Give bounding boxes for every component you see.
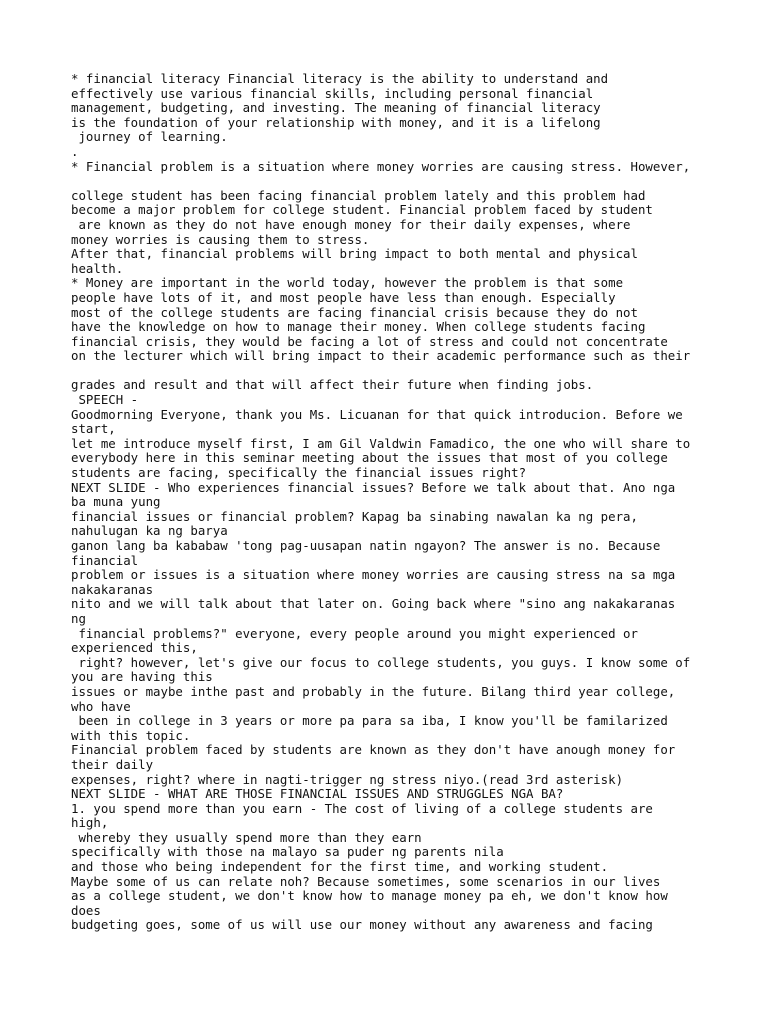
text-line: SPEECH - — [71, 392, 139, 408]
text-line: * financial literacy Financial literacy is the ability to understand and — [71, 71, 609, 86]
text-line: financial problems?" everyone, every people around you might experienced or — [71, 625, 638, 641]
text-line: NEXT SLIDE - WHAT ARE THOSE FINANCIAL ISSUES AND STRUGGLES NGA BA? — [71, 786, 564, 802]
text-line: been in college in 3 years or more pa para sa iba, I know you'll be familarized — [71, 713, 668, 729]
text-line: right? however, let's give our focus to college students, you guys. I know some of — [71, 654, 691, 670]
text-line: ng — [71, 610, 86, 626]
text-line: on the lecturer which will bring impact to their academic performance such as their — [71, 348, 691, 364]
text-line: and those who being independent for the first time, and working student. — [71, 859, 609, 875]
text-line: 1. you spend more than you earn - The cost of living of a college students are — [71, 800, 653, 816]
text-line: people have lots of it, and most people have less than enough. Especially — [71, 289, 616, 305]
text-line: everybody here in this seminar meeting about the issues that most of you college — [71, 450, 668, 466]
text-line: Financial problem faced by students are known as they don't have anough money for — [71, 742, 676, 758]
text-line: experienced this, — [71, 640, 198, 656]
text-line: whereby they usually spend more than they earn — [71, 829, 422, 845]
text-line: NEXT SLIDE - Who experiences financial issues? Before we talk about that. Ano nga — [71, 479, 676, 495]
text-line — [71, 364, 751, 379]
text-line: management, budgeting, and investing. The meaning of financial literacy — [71, 100, 601, 116]
text-line: as a college student, we don't know how to manage money pa eh, we don't know how — [71, 888, 668, 904]
text-line: become a major problem for college student. Financial problem faced by student — [71, 202, 653, 218]
text-line: expenses, right? where in nagti-trigger ng stress niyo.(read 3rd asterisk) — [71, 771, 624, 787]
text-line: students are facing, specifically the financial issues right? — [71, 465, 527, 481]
text-line: health. — [71, 260, 124, 276]
text-line: with this topic. — [71, 727, 191, 743]
text-line: start, — [71, 421, 116, 437]
text-line: let me introduce myself first, I am Gil Valdwin Famadico, the one who will share to — [71, 435, 691, 451]
text-line: nakakaranas — [71, 581, 154, 597]
text-line: budgeting goes, some of us will use our money without any awareness and facing — [71, 917, 653, 933]
text-line: high, — [71, 815, 109, 831]
text-line: financial — [71, 552, 139, 568]
text-line: ba muna yung — [71, 494, 161, 510]
text-line: financial issues or financial problem? Kapag ba sinabing nawalan ka ng pera, — [71, 508, 638, 524]
text-line: * Money are important in the world today, however the problem is that some — [71, 275, 624, 291]
text-line: journey of learning. — [71, 129, 228, 145]
text-line: After that, financial problems will bring impact to both mental and physical — [71, 246, 638, 262]
document-text — [71, 72, 751, 933]
text-line: specifically with those na malayo sa puder ng parents nila — [71, 844, 504, 860]
text-line: issues or maybe inthe past and probably in the future. Bilang third year college, — [71, 683, 676, 699]
text-line: college student has been facing financial problem lately and this problem had — [71, 187, 646, 203]
text-line: * Financial problem is a situation where money worries are causing stress. However, — [71, 158, 691, 174]
text-line: is the foundation of your relationship with money, and it is a lifelong — [71, 114, 601, 130]
text-line: nahulugan ka ng barya — [71, 523, 228, 539]
text-line: their daily — [71, 756, 154, 772]
text-line: who have — [71, 698, 131, 714]
text-line: financial crisis, they would be facing a lot of stress and could not concentrate — [71, 333, 668, 349]
text-line: money worries is causing them to stress. — [71, 231, 370, 247]
text-line: nito and we will talk about that later on. Going back where "sino ang nakakaranas — [71, 596, 676, 612]
text-line: most of the college students are facing financial crisis because they do not — [71, 304, 638, 320]
text-line: you are having this — [71, 669, 213, 685]
text-line: grades and result and that will affect their future when finding jobs. — [71, 377, 594, 393]
text-line: Maybe some of us can relate noh? Because sometimes, some scenarios in our lives — [71, 873, 661, 889]
text-line: . — [71, 143, 79, 159]
text-line: problem or issues is a situation where money worries are causing stress na sa mga — [71, 567, 676, 583]
text-line: are known as they do not have enough money for their daily expenses, where — [71, 216, 631, 232]
text-line: Goodmorning Everyone, thank you Ms. Licuanan for that quick introducion. Before we — [71, 406, 683, 422]
text-line: effectively use various financial skills, including personal financial — [71, 85, 594, 101]
text-line: ganon lang ba kababaw 'tong pag-uusapan natin ngayon? The answer is no. Because — [71, 538, 661, 553]
text-line: does — [71, 902, 101, 918]
text-line — [71, 174, 751, 189]
text-line: have the knowledge on how to manage their money. When college students facing — [71, 319, 646, 335]
